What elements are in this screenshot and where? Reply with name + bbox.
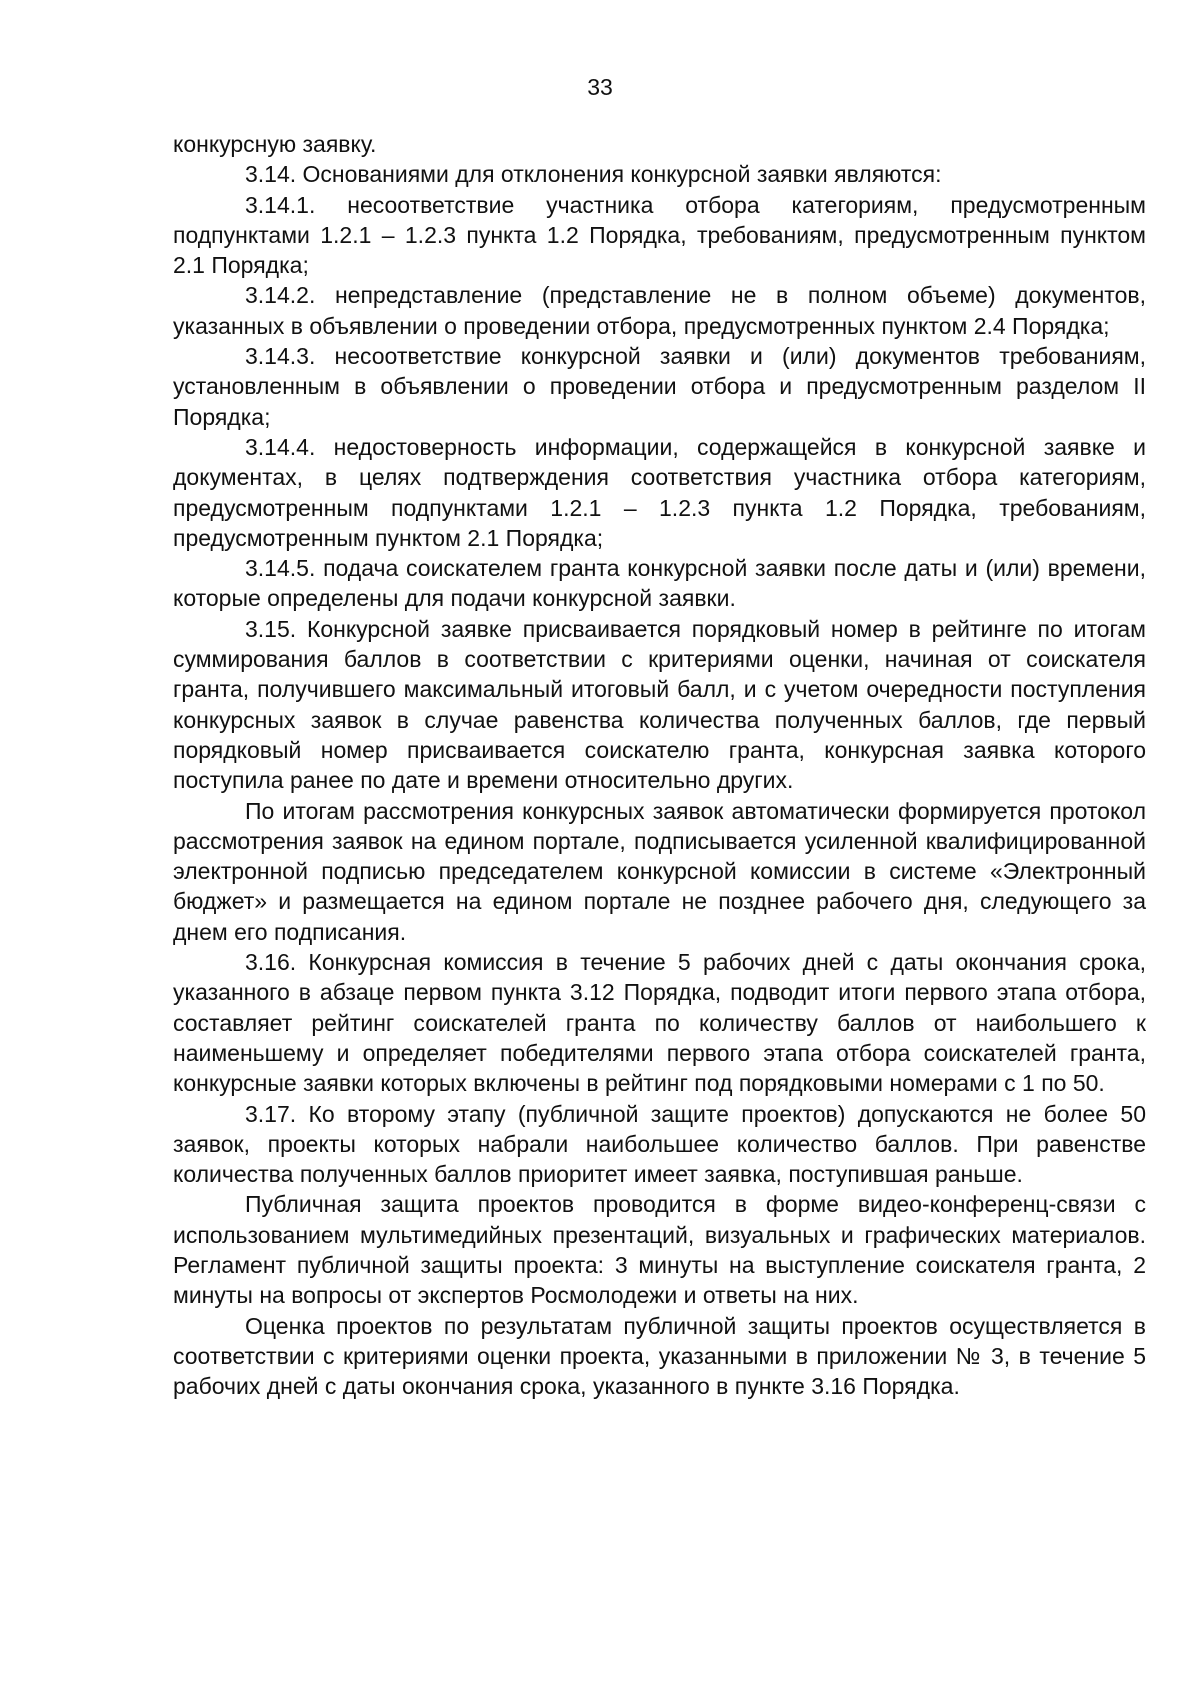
paragraph: 3.15. Конкурсной заявке присваивается порядковый номер в рейтинге по итогам суммирования баллов в соответствии с критериями оценки, начиная от соискателя гранта, получившего максимальный итоговый балл, и с учетом очередности поступления конкурсных заявок в случае равенства количества полученных баллов, где первый порядковый номер присваивается соискателю гранта, конкурсная заявка которого поступила ранее по дате и времени относительно других. <box>173 615 1146 794</box>
paragraph: 3.14.1. несоответствие участника отбора категориям, предусмотренным подпунктами 1.2.1 – 1.2.3 пункта 1.2 Порядка, требованиям, предусмотренным пунктом 2.1 Порядка; <box>173 191 1146 279</box>
page-number: 33 <box>587 74 613 100</box>
paragraph: 3.16. Конкурсная комиссия в течение 5 рабочих дней с даты окончания срока, указанного в абзаце первом пункта 3.12 Порядка, подводит итоги первого этапа отбора, составляет рейтинг соискателей гранта по количеству баллов от наибольшего к наименьшему и определяет победителями первого этапа отбора соискателей гранта, конкурсные заявки которых включены в рейтинг под порядковыми номерами с 1 по 50. <box>173 949 1146 1097</box>
paragraph: 3.14.4. недостоверность информации, содержащейся в конкурсной заявке и документах, в целях подтверждения соответствия участника отбора категориям, предусмотренным подпунктами 1.2.1 – 1.2.3 пункта 1.2 Порядка, требованиям, предусмотренным пунктом 2.1 Порядка; <box>173 433 1146 551</box>
paragraph: 3.14. Основаниями для отклонения конкурсной заявки являются: <box>245 161 942 188</box>
paragraph: 3.14.3. несоответствие конкурсной заявки и (или) документов требованиям, установленным в объявлении о проведении отбора и предусмотренным разделом II Порядка; <box>173 343 1146 430</box>
paragraph: конкурсную заявку. <box>173 131 377 157</box>
paragraph: По итогам рассмотрения конкурсных заявок автоматически формируется протокол рассмотрения заявок на едином портале, подписывается усиленной квалифицированной электронной подписью председателем конкурсной комиссии в системе «Электронный бюджет» и размещается на едином портале не позднее рабочего дня, следующего за днем его подписания. <box>173 797 1146 945</box>
paragraph: 3.14.5. подача соискателем гранта конкурсной заявки после даты и (или) времени, которые определены для подачи конкурсной заявки. <box>173 555 1146 612</box>
document-body <box>173 129 1146 1401</box>
paragraph: Оценка проектов по результатам публичной защиты проектов осуществляется в соответствии с критериями оценки проекта, указанными в приложении № 3, в течение 5 рабочих дней с даты окончания срока, указанного в пункте 3.16 Порядка. <box>173 1312 1146 1400</box>
paragraph: 3.14.2. непредставление (представление не в полном объеме) документов, указанных в объявлении о проведении отбора, предусмотренных пунктом 2.4 Порядка; <box>173 282 1146 339</box>
paragraph: 3.17. Ко второму этапу (публичной защите проектов) допускаются не более 50 заявок, проекты которых набрали наибольшее количество баллов. При равенстве количества полученных баллов приоритет имеет заявка, поступившая раньше. <box>173 1100 1146 1188</box>
paragraph: Публичная защита проектов проводится в форме видео-конференц-связи с использованием мультимедийных презентаций, визуальных и графических материалов. Регламент публичной защиты проекта: 3 минуты на выступление соискателя гранта, 2 минуты на вопросы от экспертов Росмолодежи и ответы на них. <box>173 1191 1146 1309</box>
